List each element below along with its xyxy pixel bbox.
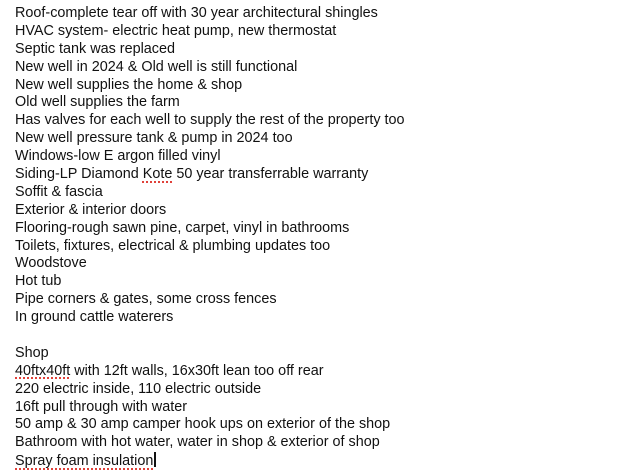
note-line: 220 electric inside, 110 electric outside bbox=[15, 380, 262, 397]
note-line: In ground cattle waterers bbox=[15, 309, 174, 326]
note-line: Windows-low E argon filled vinyl bbox=[15, 148, 221, 165]
note-line: New well supplies the home & shop bbox=[15, 76, 243, 93]
note-line bbox=[15, 363, 640, 381]
note-line: Toilets, fixtures, electrical & plumbing updates too bbox=[15, 237, 331, 254]
note-text: 50 year transferrable warranty bbox=[172, 166, 369, 183]
note-line: Has valves for each well to supply the rest of the property too bbox=[15, 112, 405, 129]
section-heading-shop: Shop bbox=[15, 344, 49, 361]
note-line: 50 amp & 30 amp camper hook ups on exterior of the shop bbox=[15, 416, 391, 433]
note-line: Bathroom with hot water, water in shop & exterior of shop bbox=[15, 434, 380, 451]
note-line: HVAC system- electric heat pump, new thermostat bbox=[15, 22, 337, 39]
note-body[interactable] bbox=[15, 5, 640, 470]
note-line: Pipe corners & gates, some cross fences bbox=[15, 291, 277, 308]
note-text: Siding-LP Diamond bbox=[15, 166, 143, 183]
note-line: Roof-complete tear off with 30 year architectural shingles bbox=[15, 5, 378, 21]
note-line bbox=[15, 452, 640, 470]
blank-line bbox=[15, 327, 640, 345]
text-cursor bbox=[154, 452, 156, 467]
misspelled-word[interactable]: Kote bbox=[142, 166, 173, 183]
misspelled-word[interactable]: 40ftx40ft bbox=[15, 362, 71, 379]
note-line: Soffit & fascia bbox=[15, 183, 103, 200]
note-line: Exterior & interior doors bbox=[15, 201, 167, 218]
note-line: New well in 2024 & Old well is still functional bbox=[15, 58, 298, 75]
note-line: Septic tank was replaced bbox=[15, 40, 175, 57]
note-line: New well pressure tank & pump in 2024 too bbox=[15, 130, 293, 147]
note-line: 16ft pull through with water bbox=[15, 398, 187, 415]
note-text: Spray foam insulation bbox=[15, 453, 154, 470]
note-line: Old well supplies the farm bbox=[15, 94, 180, 111]
note-line: Woodstove bbox=[15, 255, 87, 272]
note-line bbox=[15, 166, 640, 184]
note-line: Flooring-rough sawn pine, carpet, vinyl in bathrooms bbox=[15, 219, 350, 236]
note-text: with 12ft walls, 16x30ft lean too off rear bbox=[70, 362, 324, 379]
note-line: Hot tub bbox=[15, 273, 62, 290]
